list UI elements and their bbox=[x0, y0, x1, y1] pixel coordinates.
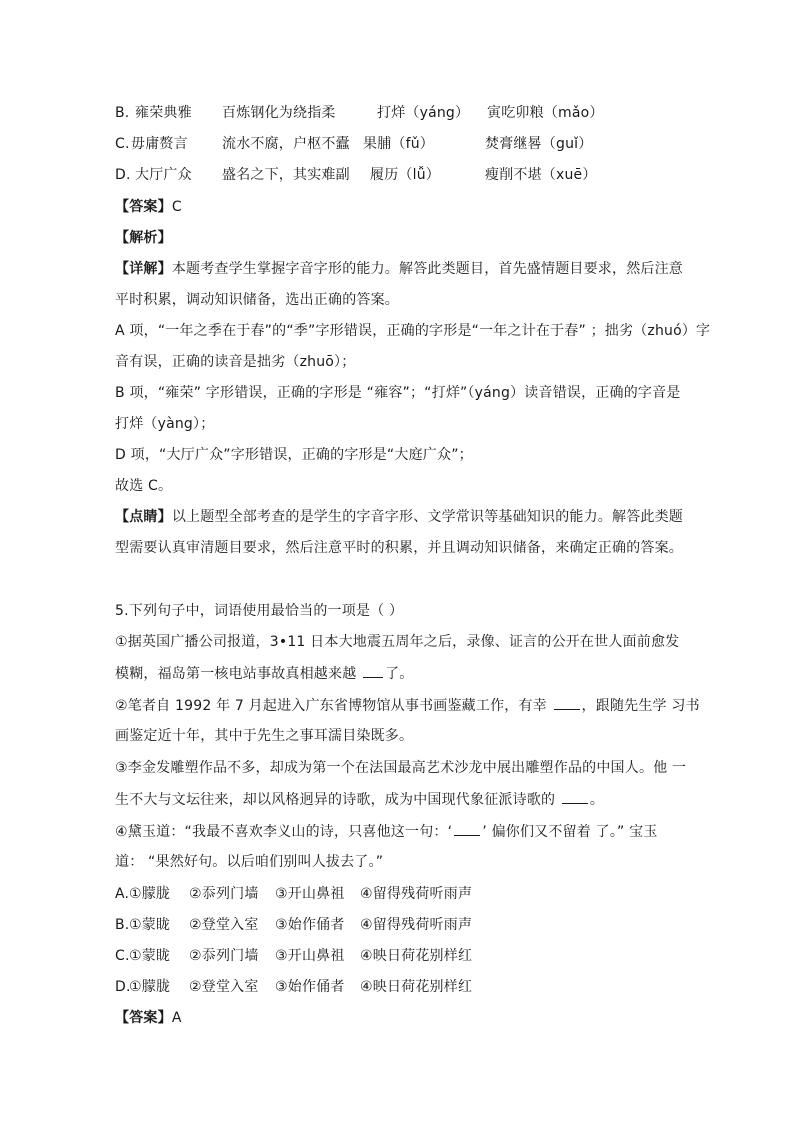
comment-line-1: 【点睛】以上题型全部考查的是学生的字音字形、文学常识等基础知识的能力。解答此类题 bbox=[115, 509, 684, 525]
detail-line-3: A 项，“一年之季在于春”的“季”字形错误，正确的字形是“一年之计在于春” ；拙劣（zhuó）字 bbox=[115, 323, 711, 339]
question-5-stem: 5.下列句子中，词语使用最恰当的一项是（ ） bbox=[115, 603, 404, 619]
prev-option-d: D. 大厅广众 盛名之下，其实难副 履历（lǚ） 瘦削不堪（xuē） bbox=[115, 167, 597, 183]
comment-line-2: 型需要认真审清题目要求，然后注意平时的积累，并且调动知识储备，来确定正确的答案。 bbox=[115, 540, 683, 556]
q5-sentence-2-line-2: 画鉴定近十年，其中于先生之事耳濡目染既多。 bbox=[115, 728, 414, 744]
answer-value: A bbox=[171, 1010, 182, 1026]
q5-sentence-1-line-2: 模糊，福岛第一核电站事故真相越来越 了。 bbox=[115, 663, 413, 684]
answer-line-1 bbox=[115, 197, 182, 217]
comment-tag: 【点睛】 bbox=[115, 509, 172, 525]
prev-option-b: B. 雍荣典雅 百炼钢化为绕指柔 打烊（yáng） 寅吃卯粮（mǎo） bbox=[115, 105, 604, 121]
q5-sentence-4-line-2: 道： “果然好句。以后咱们别叫人拔去了。” bbox=[115, 854, 384, 870]
answer-blank bbox=[554, 695, 580, 710]
q5-option-d: D. ①朦胧 ②登堂入室 ③始作俑者 ④映日荷花别样红 bbox=[115, 979, 473, 995]
detail-line-1: 【详解】本题考查学生掌握字音字形的能力。解答此类题目，首先盛情题目要求，然后注意 bbox=[115, 261, 684, 277]
answer-line-2 bbox=[115, 1008, 182, 1028]
answer-value: C bbox=[171, 199, 182, 215]
q5-sentence-3-line-1: ③李金发雕塑作品不多，却成为第一个在法国最高艺术沙龙中展出雕塑作品的中国人。他 一 bbox=[115, 760, 687, 776]
answer-tag: 【答案】 bbox=[115, 1010, 172, 1026]
q5-sentence-1-line-1: ①据英国广播公司报道，3•11 日本大地震五周年之后，录像、证言的公开在世人面前愈发 bbox=[115, 634, 680, 650]
q5-option-a: A. ①朦胧 ②忝列门墙 ③开山鼻祖 ④留得残荷听雨声 bbox=[115, 886, 473, 902]
prev-option-c: C. 毋庸赘言 流水不腐，户枢不蠹 果脯（fǔ） 焚膏继晷（guǐ） bbox=[115, 136, 593, 152]
detail-line-2: 平时积累，调动知识储备，选出正确的答案。 bbox=[115, 292, 399, 308]
q5-sentence-3-line-2: 生不大与文坛往来，却以风格迥异的诗歌，成为中国现代象征派诗歌的 。 bbox=[115, 789, 604, 810]
q5-sentence-4-line-1: ④黛玉道：“我最不喜欢李义山的诗，只喜他这一句：‘ ’ 偏你们又不留着 了。” 宝玉 bbox=[115, 821, 658, 842]
q5-option-b: B. ①蒙眬 ②登堂入室 ③始作俑者 ④留得残荷听雨声 bbox=[115, 917, 473, 933]
detail-line-6: 打烊（yàng）； bbox=[115, 416, 215, 432]
detail-line-8: 故选 C。 bbox=[115, 478, 173, 494]
answer-blank bbox=[454, 821, 480, 836]
analysis-tag-line bbox=[115, 228, 172, 248]
answer-blank bbox=[562, 789, 588, 804]
answer-tag: 【答案】 bbox=[115, 199, 172, 215]
detail-tag: 【详解】 bbox=[115, 261, 172, 277]
q5-option-c: C. ①蒙眬 ②忝列门墙 ③开山鼻祖 ④映日荷花别样红 bbox=[115, 948, 473, 964]
answer-blank bbox=[363, 663, 383, 678]
analysis-tag: 【解析】 bbox=[115, 230, 172, 246]
detail-line-5: B 项，“雍荣” 字形错误，正确的字形是 “雍容”；“打烊”（yáng）读音错误，正确的字音是 bbox=[115, 385, 681, 401]
detail-line-7: D 项，“大厅广众”字形错误，正确的字形是“大庭广众”； bbox=[115, 447, 473, 463]
q5-sentence-2-line-1: ②笔者自 1992 年 7 月起进入广东省博物馆从事书画鉴藏工作，有幸 ，跟随先生学 习书 bbox=[115, 695, 700, 716]
detail-line-4: 音有误，正确的读音是拙劣（zhuō）； bbox=[115, 354, 356, 370]
